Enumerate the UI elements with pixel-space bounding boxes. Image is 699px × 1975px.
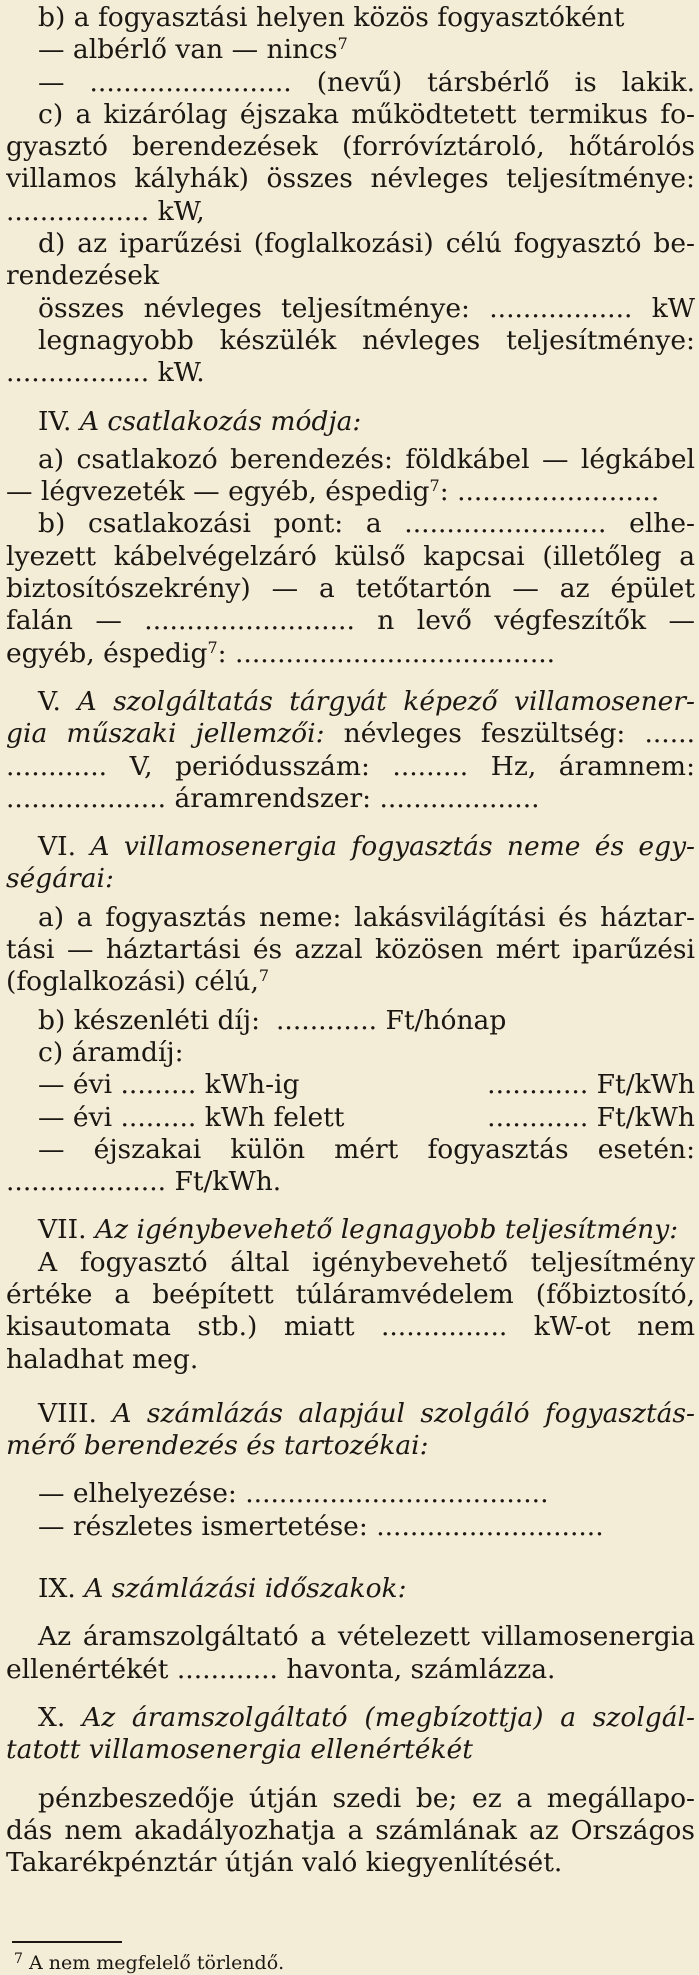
section-v-line-2: gia műszaki jellemzői: névleges feszültség: ...... (6, 718, 695, 750)
section-viii-line-2: — részletes ismertetése: ........................... (38, 1510, 604, 1542)
line-subtenant: — albérlő van — nincs$^7$ (38, 34, 348, 66)
section-viii-heading: VIII. A számlázás alapjául szolgáló fogyasztás- (38, 1397, 695, 1429)
line-d-5: ................. kW. (6, 357, 205, 389)
section-iv-heading: IV. A csatlakozás módja: (38, 405, 362, 437)
section-x-heading: X. Az áramszolgáltató (megbízottja) a szolgál- (38, 1701, 695, 1733)
section-iv-a-1: a) csatlakozó berendezés: földkábel — légkábel (38, 443, 695, 475)
footnote-ref: 7 (337, 34, 348, 54)
section-vi-night-2: ................... Ft/kWh. (6, 1166, 282, 1198)
section-vi-heading-2: ségárai: (6, 863, 114, 895)
section-vi-energy-fee: c) áramdíj: (38, 1036, 184, 1068)
section-iv-b-2: lyezett kábelvégelzáró külső kapcsai (illetőleg a (6, 540, 695, 572)
footnote-ref: 7 (207, 637, 218, 657)
line-d-3: összes névleges teljesítménye: ................. kW (38, 292, 695, 324)
section-ix-line-1: Az áramszolgáltató a vételezett villamosenergia (38, 1621, 695, 1653)
section-x-heading-2: tatott villamosenergia ellenértékét (6, 1734, 473, 1766)
line-c-3: villamos kályhák) összes névleges teljesítménye: (6, 163, 695, 195)
section-iv-a-2: — légvezeték — egyéb, éspedig$^7$: ........................ (6, 476, 660, 508)
section-viii-line-1: — elhelyezése: .................................... (38, 1478, 549, 1510)
section-vii-line-3: kisautomata stb.) miatt ............... kW-ot nem (6, 1311, 695, 1343)
section-ix-heading: IX. A számlázási időszakok: (38, 1573, 407, 1605)
section-vi-night-1: — éjszakai külön mért fogyasztás esetén: (38, 1133, 695, 1165)
section-x-line-2: dás nem akadályozhatja a számlának az Országos (6, 1814, 695, 1846)
section-iv-b-1: b) csatlakozási pont: a ........................ elhe- (38, 508, 695, 540)
footnote-ref: 7 (429, 476, 440, 496)
section-v-heading: V. A szolgáltatás tárgyát képező villamosener- (38, 685, 695, 717)
section-vii-heading: VII. Az igénybevehető legnagyobb teljesítmény: (38, 1214, 679, 1246)
section-viii-heading-2: mérő berendezés és tartozékai: (6, 1430, 429, 1462)
section-vi-heading: VI. A villamosenergia fogyasztás neme és egy- (38, 831, 695, 863)
footnote-number: 7 (14, 1951, 23, 1968)
section-vi-a-3: (foglalkozási) célú,$^7$ (6, 966, 270, 998)
section-vi-fee-row-2: — évi ......... kWh felett ............ Ft/kWh (38, 1101, 695, 1133)
section-x-line-1: pénzbeszedője útján szedi be; ez a megállapo- (38, 1782, 695, 1814)
line-c-2: gyasztó berendezések (forróvíztároló, hőtárolós (6, 131, 695, 163)
section-v-line-4: ................... áramrendszer: ................... (6, 782, 540, 814)
section-vii-line-1: A fogyasztó által igénybevehető teljesítmény (38, 1246, 695, 1278)
section-iv-b-4: falán — ......................... n levő végfeszítők — (6, 605, 695, 637)
footnote (6, 1951, 695, 1975)
line-c-4: ................. kW, (6, 195, 205, 227)
section-iv-b-3: biztosítószekrény) — a tetőtartón — az épület (6, 573, 695, 605)
section-ix-line-2: ellenértékét ............ havonta, számlázza. (6, 1653, 556, 1685)
section-vii-line-2: értéke a beépített túláramvédelem (főbiztosító, (6, 1278, 695, 1310)
section-vi-standby-fee: b) készenléti díj: ............ Ft/hónap (38, 1004, 507, 1036)
line-d-2: rendezések (6, 260, 160, 292)
section-vi-a-1: a) a fogyasztás neme: lakásvilágítási és háztar- (38, 901, 695, 933)
section-vi-a-2: tási — háztartási és azzal közösen mért iparűzési (6, 934, 695, 966)
section-vii-line-4: haladhat meg. (6, 1343, 199, 1375)
section-v-line-3: ............ V, periódusszám: ......... Hz, áramnem: (6, 750, 695, 782)
section-iv-b-5: egyéb, éspedig$^7$: ...................................... (6, 637, 556, 669)
footnote-divider (12, 1941, 122, 1943)
line-d-1: d) az iparűzési (foglalkozási) célú fogyasztó be- (38, 228, 695, 260)
section-x-line-3: Takarékpénztár útján való kiegyenlítését. (6, 1847, 563, 1879)
section-vi-fee-row-1: — évi ......... kWh-ig ............ Ft/kWh (38, 1069, 695, 1101)
footnote-text: A nem megfelelő törlendő. (28, 1952, 285, 1975)
line-cotenant: — ........................ (nevű) társbérlő is lakik. (38, 66, 695, 98)
line-b-consumers: b) a fogyasztási helyen közös fogyasztóként (38, 2, 625, 33)
line-c-1: c) a kizárólag éjszaka működtetett termikus fo- (38, 98, 695, 130)
line-d-4: legnagyobb készülék névleges teljesítménye: (38, 324, 695, 356)
footnote-ref: 7 (258, 966, 270, 986)
